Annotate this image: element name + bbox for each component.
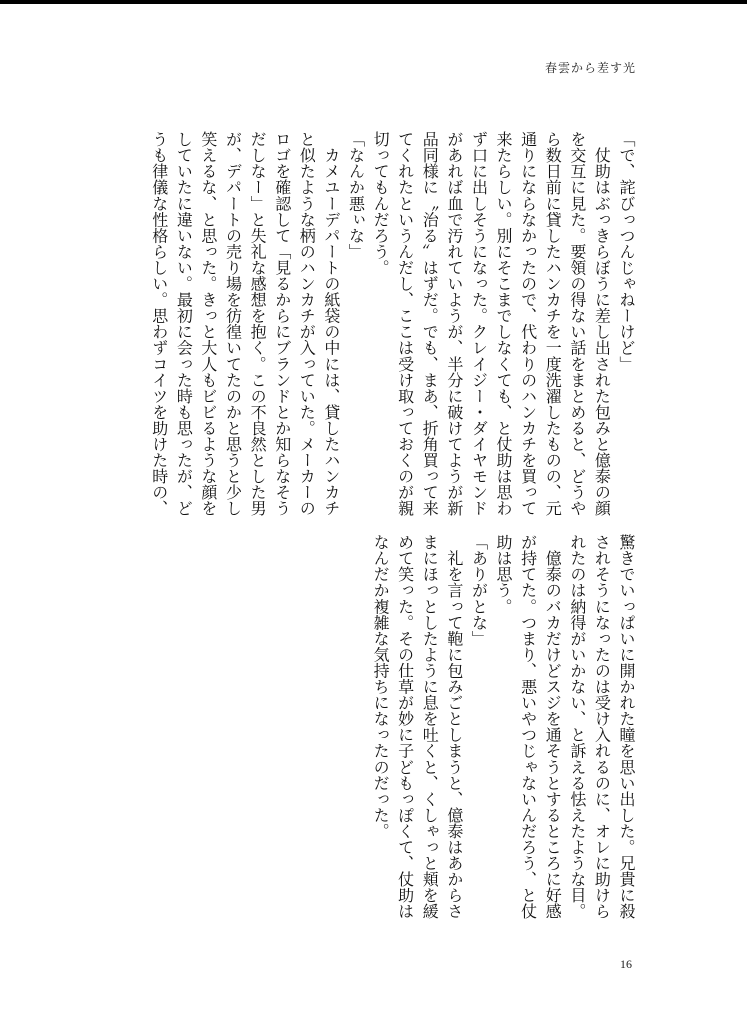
text-block-lower (344, 534, 636, 920)
text-line: めて笑った。その仕草が妙に子どもっぽくて、仗助は (395, 534, 415, 920)
text-line: が、デパートの売り場を彷徨いてたのかと思うと少し (223, 131, 243, 517)
text-line: があれば血で汚れていようが、半分に破けてようが新 (444, 131, 464, 517)
text-line: 通りにならなかったので、代わりのハンカチを買って (518, 131, 538, 517)
text-line: 笑えるな、と思った。きっと大人もビビるような顔を (198, 131, 218, 517)
top-edge-divider (0, 0, 747, 4)
text-line: 品同様に〝治る〟はずだ。でも、まあ、折角買って来 (420, 131, 440, 517)
page-number: 16 (620, 957, 632, 971)
text-line: 「で、詫びっつんじゃねーけど」 (617, 131, 636, 372)
text-line: 「ありがとな」 (469, 534, 489, 647)
text-line: 仗助はぶっきらぼうに差し出された包みと億泰の顔 (592, 131, 612, 517)
text-line: を交互に見た。要領の得ない話をまとめると、どうや (567, 131, 587, 517)
text-line: 「なんか悪ぃな」 (346, 131, 366, 260)
text-line: れたのは納得がいかない、と訴える怯えたような目。 (567, 534, 587, 920)
text-line: と似たような柄のハンカチが入っていた。メーカーの (297, 131, 317, 517)
text-line: 礼を言って鞄に包みごとしまうと、億泰はあからさ (444, 534, 464, 920)
running-head-title: 春雲から差す光 (544, 61, 636, 75)
text-line: てくれたというんだし、ここは受け取っておくのが親 (395, 131, 415, 517)
text-line: 驚きでいっぱいに開かれた瞳を思い出した。兄貴に殺 (617, 534, 636, 920)
text-line: ら数日前に貸したハンカチを一度洗濯したものの、元 (543, 131, 563, 517)
text-line: 来たらしい。別にそこまでしなくても、と仗助は思わ (494, 131, 514, 517)
text-line: 助は思う。 (494, 534, 514, 615)
text-line: うも律儀な性格らしい。思わずコイツを助けた時の、 (149, 131, 169, 517)
text-line: なんだか複雑な気持ちになったのだった。 (371, 534, 391, 839)
text-line: だしなー」と失礼な感想を抱く。この不良然とした男 (248, 131, 268, 517)
text-block-upper (106, 131, 636, 517)
text-line: 切ってもんだろう。 (371, 131, 391, 276)
text-line: ず口に出しそうになった。クレイジー・ダイヤモンド (469, 131, 489, 517)
text-line: まにほっとしたように息を吐くと、くしゃっと頬を緩 (420, 534, 440, 920)
text-line: が持てた。つまり、悪いやつじゃないんだろう、と仗 (518, 534, 538, 920)
text-line: していたに違いない。最初に会った時も思ったが、ど (174, 131, 194, 517)
text-line: カメユーデパートの紙袋の中には、貸したハンカチ (321, 131, 341, 517)
text-line: ロゴを確認して「見るからにブランドとか知らなそう (272, 131, 292, 517)
text-line: 億泰のバカだけどスジを通そうとするところに好感 (543, 534, 563, 920)
text-line: されそうになったのは受け入れるのに、オレに助けら (592, 534, 612, 920)
